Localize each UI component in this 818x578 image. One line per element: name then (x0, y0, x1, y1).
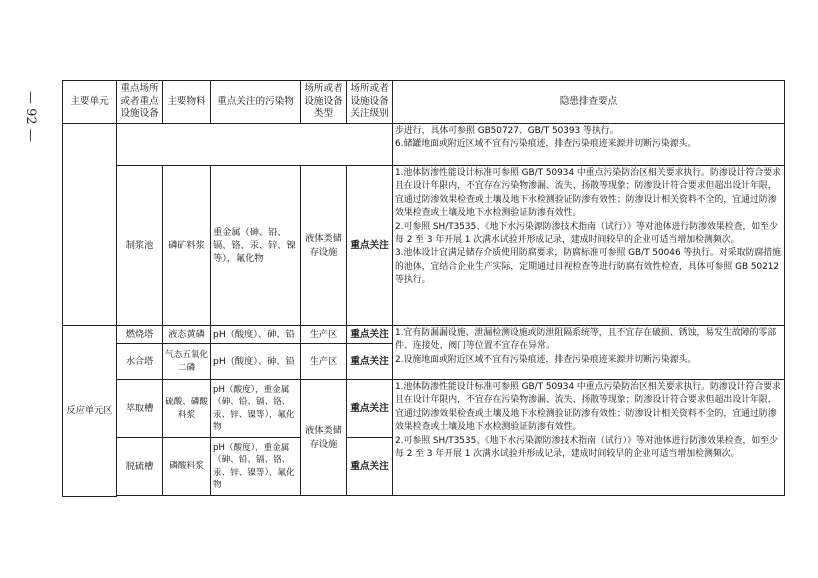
level-cell: 重点关注 (347, 438, 393, 496)
pollutants-cell: pH（酸度），重金属（砷、铅、镉、铬、汞、锌、镍等），氟化物 (211, 380, 301, 438)
facility-cell: 燃烧塔 (117, 326, 163, 344)
facility-cell: 制浆池 (117, 166, 163, 326)
header-type: 场所或者设施设备类型 (301, 81, 347, 124)
material-cell: 磷酸料浆 (163, 438, 211, 496)
table-row (63, 380, 785, 438)
header-level: 场所或者设施设备关注级别 (347, 81, 393, 124)
type-cell: 液体类储存设施 (301, 166, 347, 326)
facility-cell: 萃取槽 (117, 380, 163, 438)
material-cell: 液态黄磷 (163, 326, 211, 344)
level-cell: 重点关注 (347, 380, 393, 438)
table-row (63, 124, 785, 166)
points-cell: 1.池体防渗性能设计标准可参照 GB/T 50934 中重点污染防治区相关要求执行。防渗设计符合要求且在设计年限内，不宜存在污染物渗漏、流失、扬散等现象；防渗设计符合要求但超出设计年限，宜通过防渗效果检查或土壤及地下水检测验证防渗有效性；防渗设计相关资料不全的，宜通过防渗效果检查或土壤及地下水检测验证防渗有效性。 2.可参照 SH/T3535、《地下水污染源防渗技术指南（试行）》等对池体进行防渗效果检查，如至少每 2 至 3 年开展 1 次满水试验并形成记录，建成时间较早的企业可适当增加检测频次。 3.池体设计宜满足储存介质使用防腐要求，防腐标准可参照 GB/T 50046 等执行。对采取防腐措施的池体，宜结合企业生产实际，定期通过目视检查等进行防腐有效性检查，具体可参照 GB 50212 等执行。 (393, 166, 785, 326)
facility-cell: 水合塔 (117, 344, 163, 380)
header-pollutants: 重点关注的污染物 (211, 81, 301, 124)
pollutants-cell: 重金属（砷、铅、镉、铬、汞、锌、镍等），氟化物 (211, 166, 301, 326)
table-header-row (63, 81, 785, 124)
header-unit: 主要单元 (63, 81, 117, 124)
table-row (63, 326, 785, 344)
page-number: — 92 — (23, 90, 38, 142)
pollutants-cell: pH（酸度）、砷、铅 (211, 344, 301, 380)
level-cell: 重点关注 (347, 326, 393, 344)
production-points-cell: 1.宜有防漏漏设施、泄漏检测设施或防泄阻隔系统等，且不宜存在破损、锈蚀，易发生故障的零部件、连接处、阀门等位置不宜存在异常。 2.设施地面或附近区域不宜有污染痕迹，排查污染痕迹来源并切断污染源头。 (393, 326, 785, 380)
header-facility: 重点场所或者重点设施设备 (117, 81, 163, 124)
material-cell: 气态五氧化二磷 (163, 344, 211, 380)
material-cell: 硫酸、磷酸料浆 (163, 380, 211, 438)
level-cell: 重点关注 (347, 166, 393, 326)
level-cell: 重点关注 (347, 344, 393, 380)
material-cell: 磷矿料浆 (163, 166, 211, 326)
unit-cell-prev (63, 124, 117, 326)
pollutants-cell: pH（酸度），重金属（砷、铅、镉、铬、汞、锌、镍等），氟化物 (211, 438, 301, 496)
header-points: 隐患排查要点 (393, 81, 785, 124)
prev-points: 步进行，具体可参照 GB50727、GB/T 50393 等执行。 6.储罐地面或附近区域不宜有污染痕迹，排查污染痕迹来源并切断污染源头。 (393, 124, 785, 166)
type-cell-shared: 液体类储存设施 (301, 380, 347, 496)
prev-empty-cell (117, 124, 393, 166)
hazard-inspection-table (62, 80, 785, 497)
header-material: 主要物料 (163, 81, 211, 124)
tank-points-cell: 1.池体防渗性能设计标准可参照 GB/T 50934 中重点污染防治区相关要求执行。防渗设计符合要求且在设计年限内，不宜存在污染物渗漏、流失、扬散等现象；防渗设计符合要求但超出设计年限，宜通过防渗效果检查或土壤及地下水检测验证防渗有效性；防渗设计相关资料不全的，宜通过防渗效果检查或土壤及地下水检测验证防渗有效性。 2.可参照 SH/T3535、《地下水污染源防渗技术指南（试行）》等对池体进行防渗效果检查，如至少每 2 至 3 年开展 1 次满水试验并形成记录，建成时间较早的企业可适当增加检测频次。 (393, 380, 785, 496)
type-cell: 生产区 (301, 344, 347, 380)
unit-cell-reaction: 反应单元区 (63, 326, 117, 497)
pollutants-cell: pH（酸度）、砷、铅 (211, 326, 301, 344)
table-row (63, 166, 785, 326)
facility-cell: 脱硫槽 (117, 438, 163, 496)
type-cell: 生产区 (301, 326, 347, 344)
